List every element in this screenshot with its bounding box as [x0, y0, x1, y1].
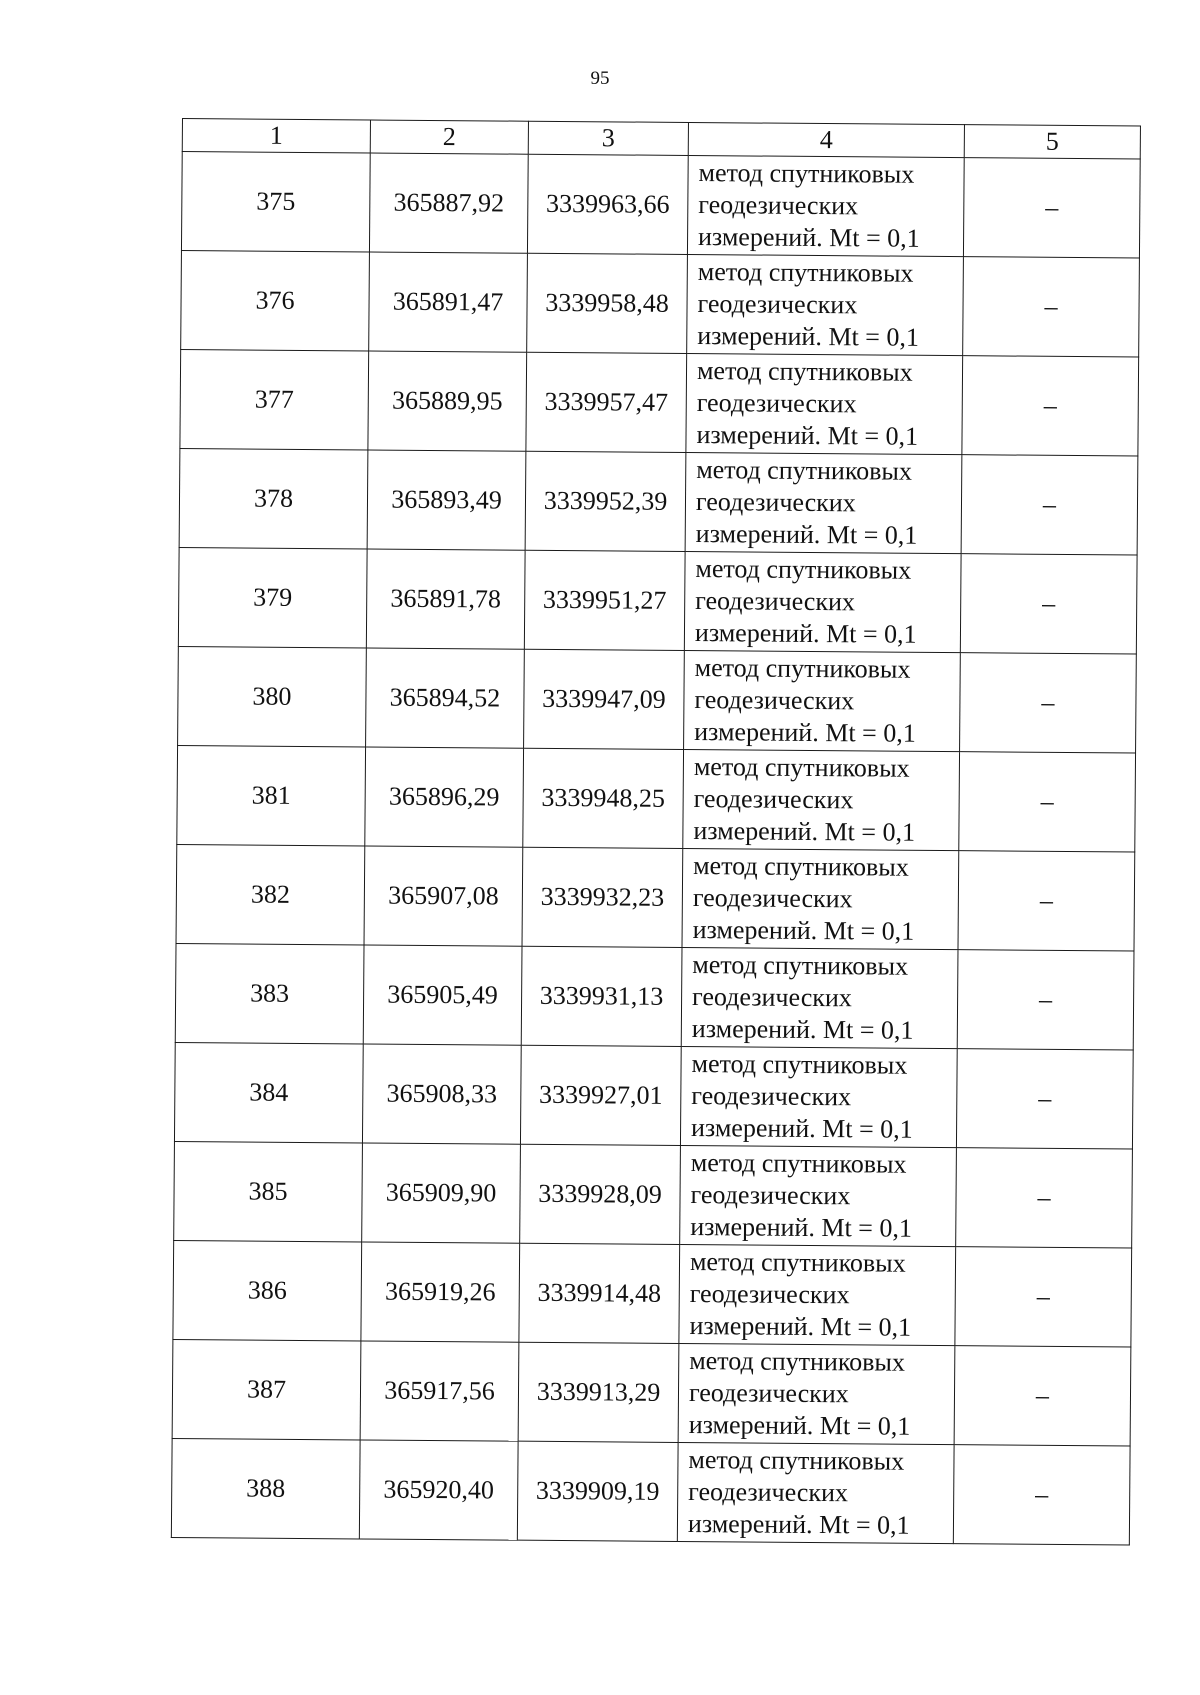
- method-line: метод спутниковых: [698, 158, 915, 189]
- column-header-2: 2: [370, 120, 528, 154]
- point-number-cell: 384: [174, 1042, 363, 1142]
- coordinates-table: [171, 118, 1141, 1545]
- method-line: измерений. Mt = 0,1: [691, 1014, 914, 1045]
- table-row: [174, 1042, 1133, 1149]
- table-row: [181, 250, 1140, 357]
- y-coordinate-cell: 3339952,39: [525, 451, 686, 551]
- method-cell: [682, 848, 959, 949]
- column-header-3: 3: [528, 121, 688, 155]
- method-cell: [679, 1244, 956, 1345]
- x-coordinate-cell: 365920,40: [359, 1440, 518, 1540]
- y-coordinate-cell: 3339958,48: [527, 253, 688, 353]
- y-coordinate-cell: 3339963,66: [527, 154, 688, 254]
- x-coordinate-cell: 365887,92: [369, 153, 528, 253]
- x-coordinate-cell: 365905,49: [363, 945, 522, 1045]
- note-cell: –: [954, 1346, 1131, 1446]
- table-row: [178, 646, 1137, 753]
- method-cell: [684, 551, 961, 652]
- x-coordinate-cell: 365909,90: [362, 1143, 521, 1243]
- method-line: геодезических: [693, 784, 854, 815]
- method-cell: [684, 650, 961, 751]
- method-cell: [687, 254, 964, 355]
- method-line: метод спутниковых: [688, 1445, 905, 1476]
- x-coordinate-cell: 365891,78: [366, 549, 525, 649]
- method-line: измерений. Mt = 0,1: [689, 1311, 912, 1342]
- method-cell: [680, 1145, 957, 1246]
- table-row: [176, 844, 1135, 951]
- note-cell: –: [956, 1049, 1133, 1149]
- method-line: измерений. Mt = 0,1: [692, 915, 915, 946]
- method-cell: [685, 452, 962, 553]
- method-line: измерений. Mt = 0,1: [697, 321, 920, 352]
- table-row: [171, 1438, 1130, 1545]
- point-number-cell: 385: [174, 1141, 363, 1241]
- method-line: метод спутниковых: [692, 950, 909, 981]
- method-cell: [686, 353, 963, 454]
- table-row: [175, 943, 1134, 1050]
- method-line: метод спутниковых: [696, 356, 913, 387]
- method-line: измерений. Mt = 0,1: [697, 222, 920, 253]
- point-number-cell: 383: [175, 943, 364, 1043]
- method-line: измерений. Mt = 0,1: [694, 618, 917, 649]
- note-cell: –: [957, 950, 1134, 1050]
- method-line: геодезических: [689, 1279, 850, 1310]
- point-number-cell: 388: [171, 1438, 360, 1538]
- point-number-cell: 375: [181, 152, 370, 252]
- y-coordinate-cell: 3339927,01: [520, 1045, 681, 1145]
- x-coordinate-cell: 365896,29: [365, 747, 524, 847]
- method-line: измерений. Mt = 0,1: [690, 1113, 913, 1144]
- table-row: [179, 448, 1138, 555]
- y-coordinate-cell: 3339909,19: [517, 1441, 678, 1541]
- point-number-cell: 381: [177, 745, 366, 845]
- method-line: измерений. Mt = 0,1: [690, 1212, 913, 1243]
- method-cell: [678, 1343, 955, 1444]
- method-line: геодезических: [692, 982, 852, 1013]
- y-coordinate-cell: 3339931,13: [521, 946, 682, 1046]
- method-line: геодезических: [698, 190, 859, 221]
- method-line: измерений. Mt = 0,1: [687, 1509, 910, 1540]
- table-row: [180, 349, 1139, 456]
- method-line: геодезических: [696, 388, 857, 419]
- method-line: геодезических: [688, 1477, 849, 1508]
- y-coordinate-cell: 3339947,09: [524, 649, 685, 749]
- x-coordinate-cell: 365894,52: [366, 648, 525, 748]
- method-line: геодезических: [695, 586, 856, 617]
- x-coordinate-cell: 365891,47: [369, 252, 528, 352]
- method-line: метод спутниковых: [695, 554, 912, 585]
- point-number-cell: 382: [176, 844, 365, 944]
- y-coordinate-cell: 3339913,29: [518, 1342, 679, 1442]
- method-line: геодезических: [695, 487, 856, 518]
- note-cell: –: [959, 752, 1136, 852]
- method-line: измерений. Mt = 0,1: [688, 1410, 911, 1441]
- x-coordinate-cell: 365889,95: [368, 351, 527, 451]
- x-coordinate-cell: 365907,08: [364, 846, 523, 946]
- note-cell: –: [960, 554, 1137, 654]
- y-coordinate-cell: 3339932,23: [522, 847, 683, 947]
- y-coordinate-cell: 3339948,25: [523, 748, 684, 848]
- point-number-cell: 387: [172, 1339, 361, 1439]
- note-cell: –: [963, 158, 1140, 258]
- method-line: геодезических: [692, 883, 853, 914]
- column-header-5: 5: [964, 125, 1140, 159]
- method-line: измерений. Mt = 0,1: [693, 816, 916, 847]
- method-line: геодезических: [697, 289, 858, 320]
- y-coordinate-cell: 3339957,47: [526, 352, 687, 452]
- method-line: метод спутниковых: [689, 1346, 906, 1377]
- table-row: [178, 547, 1137, 654]
- method-line: геодезических: [690, 1180, 851, 1211]
- point-number-cell: 376: [181, 250, 370, 350]
- x-coordinate-cell: 365917,56: [360, 1341, 519, 1441]
- y-coordinate-cell: 3339928,09: [520, 1144, 681, 1244]
- note-cell: –: [960, 653, 1137, 753]
- method-cell: [683, 749, 960, 850]
- note-cell: –: [955, 1247, 1132, 1347]
- method-line: метод спутниковых: [690, 1148, 907, 1179]
- note-cell: –: [963, 257, 1140, 357]
- note-cell: –: [962, 356, 1139, 456]
- method-cell: [681, 947, 958, 1048]
- column-header-4: 4: [688, 122, 964, 157]
- method-line: геодезических: [691, 1081, 852, 1112]
- method-cell: [677, 1442, 954, 1543]
- y-coordinate-cell: 3339914,48: [519, 1243, 680, 1343]
- method-line: измерений. Mt = 0,1: [696, 420, 919, 451]
- method-line: метод спутниковых: [696, 455, 913, 486]
- point-number-cell: 379: [178, 547, 367, 647]
- note-cell: –: [961, 455, 1138, 555]
- point-number-cell: 378: [179, 448, 368, 548]
- point-number-cell: 380: [178, 646, 367, 746]
- method-line: измерений. Mt = 0,1: [695, 519, 918, 550]
- note-cell: –: [958, 851, 1135, 951]
- method-line: метод спутниковых: [697, 257, 914, 288]
- method-cell: [680, 1046, 957, 1147]
- method-line: геодезических: [694, 685, 855, 716]
- x-coordinate-cell: 365893,49: [367, 450, 526, 550]
- column-header-1: 1: [182, 119, 370, 153]
- method-line: метод спутниковых: [693, 752, 910, 783]
- table-row: [181, 152, 1140, 259]
- method-cell: [687, 155, 964, 256]
- page-number: 95: [590, 68, 610, 89]
- method-line: метод спутниковых: [693, 851, 909, 882]
- method-line: метод спутниковых: [691, 1049, 908, 1080]
- point-number-cell: 377: [180, 349, 369, 449]
- method-line: измерений. Mt = 0,1: [694, 717, 916, 748]
- method-line: метод спутниковых: [694, 653, 911, 684]
- method-line: метод спутниковых: [689, 1247, 906, 1278]
- y-coordinate-cell: 3339951,27: [524, 550, 685, 650]
- x-coordinate-cell: 365908,33: [362, 1044, 521, 1144]
- method-line: геодезических: [688, 1378, 849, 1409]
- note-cell: –: [956, 1148, 1133, 1248]
- point-number-cell: 386: [173, 1240, 362, 1340]
- table-row: [172, 1339, 1131, 1446]
- table-row: [177, 745, 1136, 852]
- table-row: [173, 1240, 1132, 1347]
- table-row: [174, 1141, 1133, 1248]
- x-coordinate-cell: 365919,26: [361, 1242, 520, 1342]
- table-body: [171, 152, 1140, 1545]
- note-cell: –: [953, 1445, 1130, 1545]
